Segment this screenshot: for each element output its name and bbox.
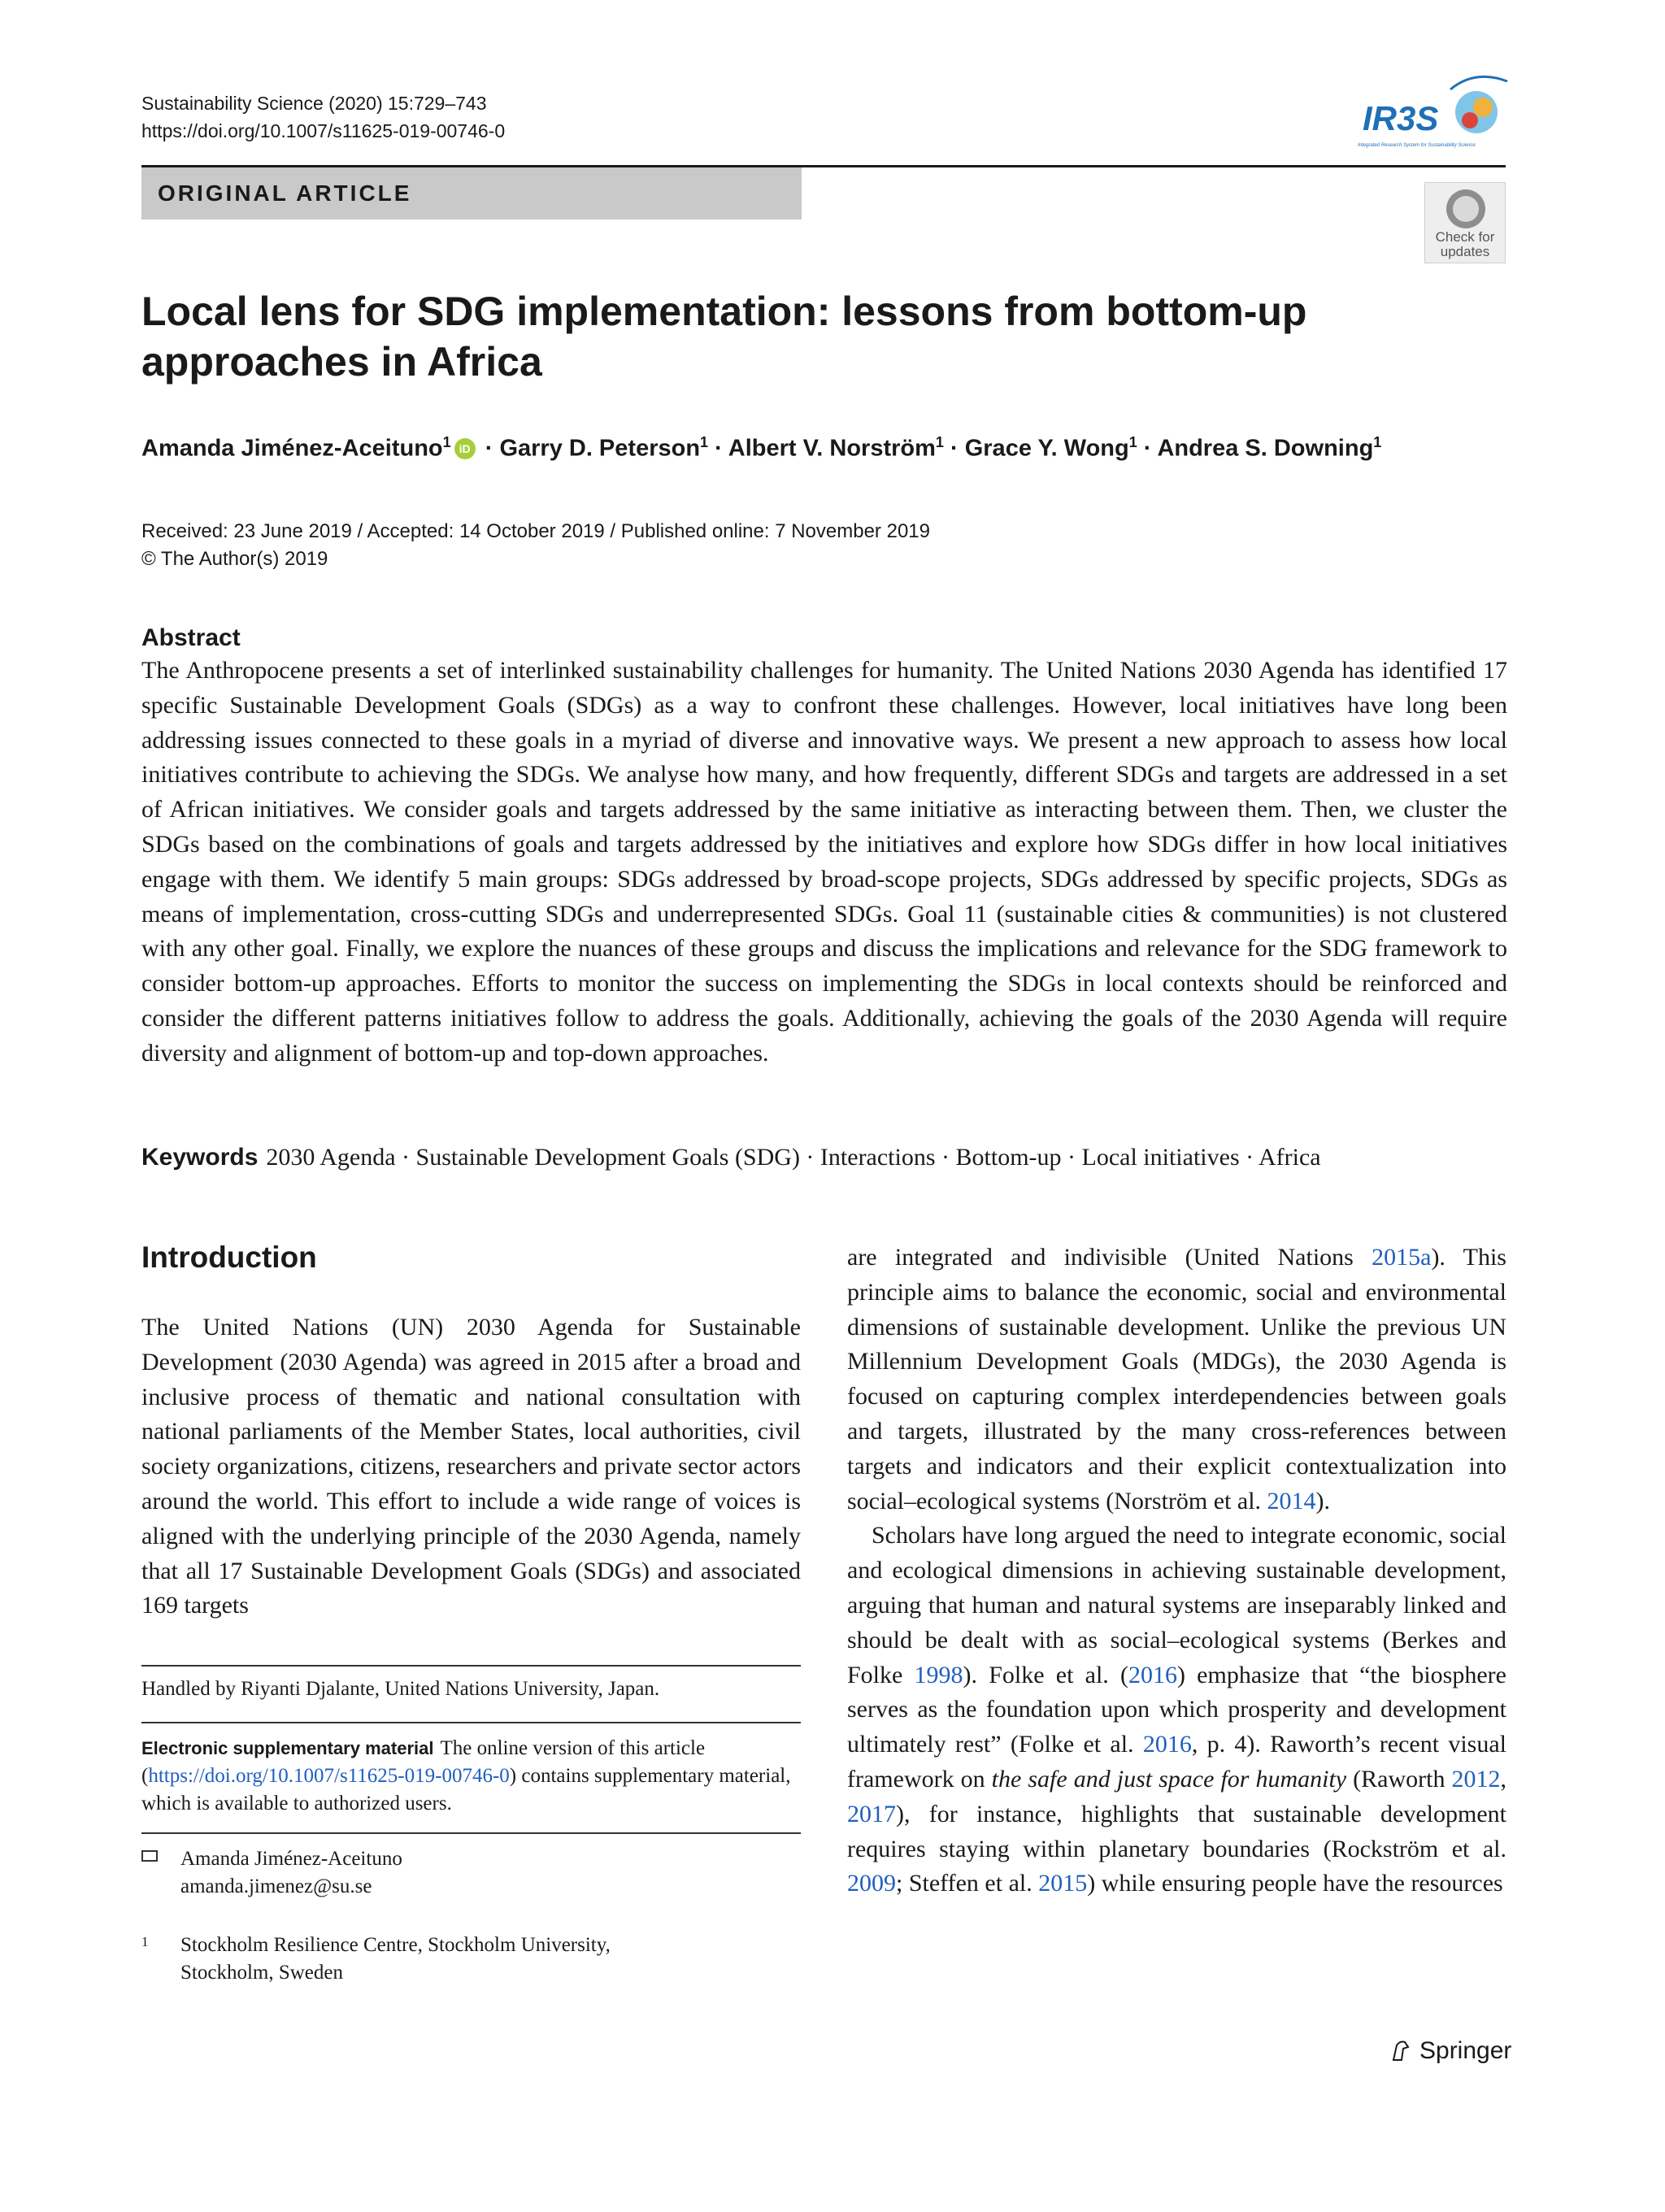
- esm-link[interactable]: https://doi.org/10.1007/s11625-019-00746-0: [148, 1765, 510, 1787]
- citation-link[interactable]: 1998: [914, 1661, 963, 1688]
- publisher-mark: [1389, 2037, 1511, 2065]
- ir3s-logo-subtext: Integrated Research System for Sustainability Science: [1358, 143, 1476, 148]
- corresponding-name: Amanda Jiménez-Aceituno: [180, 1848, 402, 1870]
- keywords-label: Keywords: [141, 1144, 259, 1171]
- citation-link[interactable]: 2012: [1451, 1765, 1501, 1793]
- author-name[interactable]: Garry D. Peterson: [499, 435, 701, 462]
- copyright: © The Author(s) 2019: [141, 548, 328, 570]
- article-type-banner: ORIGINAL ARTICLE: [141, 167, 802, 219]
- ir3s-logo-text: IR3S: [1363, 99, 1439, 137]
- corresponding-author: [141, 1845, 402, 1901]
- right-column: [847, 1241, 1506, 1901]
- author-affiliation: 1: [935, 434, 944, 450]
- keywords-text: 2030 Agenda · Sustainable Development Goals (SDG) · Interactions · Bottom-up · Local initiatives · Africa: [266, 1144, 1321, 1171]
- author-name[interactable]: Albert V. Norström: [728, 435, 936, 462]
- orcid-icon[interactable]: iD: [454, 438, 476, 459]
- introduction-heading: Introduction: [141, 1241, 317, 1274]
- journal-citation: Sustainability Science (2020) 15:729–743: [141, 93, 487, 114]
- citation-link[interactable]: 2015: [1038, 1870, 1088, 1897]
- affiliation-number: 1: [141, 1934, 149, 1949]
- affiliation-line-2: Stockholm, Sweden: [180, 1962, 343, 1984]
- citation-link[interactable]: 2017: [847, 1800, 896, 1827]
- springer-horse-icon: [1389, 2039, 1413, 2063]
- check-updates-icon: [1446, 189, 1485, 228]
- author-name[interactable]: Andrea S. Downing: [1157, 435, 1374, 462]
- keywords: [141, 1141, 1507, 1175]
- esm-label: Electronic supplementary material: [141, 1738, 434, 1758]
- ir3s-logo: [1353, 65, 1512, 163]
- abstract-text: The Anthropocene presents a set of interlinked sustainability challenges for humanity. The United Nations 2030 Agenda has identified 17 specific Sustainable Development Goals (SDGs) as a way to confront these challenges. However, local initiatives have long been addressing issues connected to these goals in a myriad of diverse and innovative ways. We present a new approach to assess how local initiatives contribute to achieving the SDGs. We analyse how many, and how frequently, different SDGs and targets are addressed in a set of African initiatives. We consider goals and targets addressed by the same initiative as interacting between them. Then, we cluster the SDGs based on the combinations of goals and targets addressed by the initiatives and explore how SDGs differ in how local initiatives engage with them. We identify 5 main groups: SDGs addressed by broad-scope projects, SDGs addressed by specific projects, SDGs as means of implementation, cross-cutting SDGs and underrepresented SDGs. Goal 11 (sustainable cities & communities) is not clustered with any other goal. Finally, we explore the nuances of these groups and discuss the implications and relevance for the SDG framework to consider bottom-up approaches. Efforts to monitor the success on implementing the SDGs in local contexts should be reinforced and consider the different patterns initiatives follow to address the goals. Additionally, achieving the goals of the 2030 Agenda will require diversity and alignment of bottom-up and top-down approaches.: [141, 657, 1507, 1067]
- footnote-rule: [141, 1722, 801, 1723]
- footnote-rule: [141, 1665, 801, 1667]
- citation-link[interactable]: 2016: [1142, 1731, 1192, 1758]
- author-affiliation: 1: [442, 434, 451, 450]
- check-updates-label-2: updates: [1440, 244, 1490, 259]
- history-dates: Received: 23 June 2019 / Accepted: 14 October 2019 / Published online: 7 November 2019: [141, 520, 930, 542]
- intro-paragraph-1: The United Nations (UN) 2030 Agenda for Sustainable Development (2030 Agenda) was agreed in 2015 after a broad and inclusive process of thematic and national consultation with national parliaments of the Member States, local authorities, civil society organizations, citizens, researchers and private sector actors around the world. This effort to include a wide range of voices is aligned with the underlying principle of the 2030 Agenda, namely that all 17 Sustainable Development Goals (SDGs) and associated 169 targets: [141, 1314, 801, 1619]
- check-for-updates-badge[interactable]: [1424, 182, 1506, 263]
- citation-link[interactable]: 2015a: [1372, 1244, 1432, 1271]
- footnote-rule: [141, 1832, 801, 1834]
- intro-paragraph-3: Scholars have long argued the need to integrate economic, social and ecological dimensions in achieving sustainable development, arguing that human and natural systems are inseparably linked and should be dealt with as social–ecological systems (Berkes and Folke 1998). Folke et al. (2016) emphasize that “the biosphere serves as the foundation upon which prosperity and development ultimately rest” (Folke et al. 2016, p. 4). Raworth’s recent visual framework on the safe and just space for humanity (Raworth 2012, 2017), for instance, highlights that sustainable development requires staying within planetary boundaries (Rockström et al. 2009; Steffen et al. 2015) while ensuring people have the resources: [847, 1522, 1507, 1897]
- publisher-name: Springer: [1419, 2037, 1512, 2064]
- abstract-heading: Abstract: [141, 624, 241, 651]
- affiliation: [141, 1932, 611, 1987]
- citation-link[interactable]: 2016: [1128, 1661, 1177, 1688]
- corresponding-email[interactable]: amanda.jimenez@su.se: [180, 1875, 372, 1897]
- publication-dates: [141, 518, 930, 573]
- author-affiliation: 1: [1128, 434, 1137, 450]
- affiliation-line-1: Stockholm Resilience Centre, Stockholm University,: [180, 1934, 611, 1956]
- author-name[interactable]: Grace Y. Wong: [964, 435, 1129, 462]
- handled-by-note: Handled by Riyanti Djalante, United Nations University, Japan.: [141, 1678, 660, 1700]
- intro-paragraph-2: are integrated and indivisible (United Nations 2015a). This principle aims to balance the economic, social and environmental dimensions of sustainable development. Unlike the previous UN Millennium Development Goals (MDGs), the 2030 Agenda is focused on capturing complex interdependencies between goals and targets, illustrated by the many cross-references between targets and indicators and their explicit contextualization into social–ecological systems (Norström et al. 2014).: [847, 1244, 1506, 1515]
- doi-link[interactable]: https://doi.org/10.1007/s11625-019-00746-0: [141, 120, 506, 141]
- check-updates-label-1: Check for: [1435, 229, 1495, 245]
- supplementary-note: Electronic supplementary material The online version of this article (https://doi.org/10.1007/s11625-019-00746-0) contains supplementary material, which is available to authorized users.: [141, 1737, 791, 1814]
- citation-link[interactable]: 2014: [1267, 1487, 1316, 1515]
- citation-link[interactable]: 2009: [847, 1870, 896, 1897]
- author-affiliation: 1: [1373, 434, 1382, 450]
- journal-info: [141, 89, 505, 145]
- paper-title: Local lens for SDG implementation: lessons from bottom-up approaches in Africa: [141, 289, 1307, 385]
- author-name[interactable]: Amanda Jiménez-Aceituno: [141, 435, 443, 462]
- author-affiliation: 1: [700, 434, 709, 450]
- envelope-icon: [141, 1850, 158, 1862]
- author-list: Amanda Jiménez-Aceituno$^1$ iD · Garry D. Peterson$^1$ · Albert V. Norström$^1$ · Grace Y. Wong$^1$ · Andrea S. Downing$^1$: [141, 434, 1382, 462]
